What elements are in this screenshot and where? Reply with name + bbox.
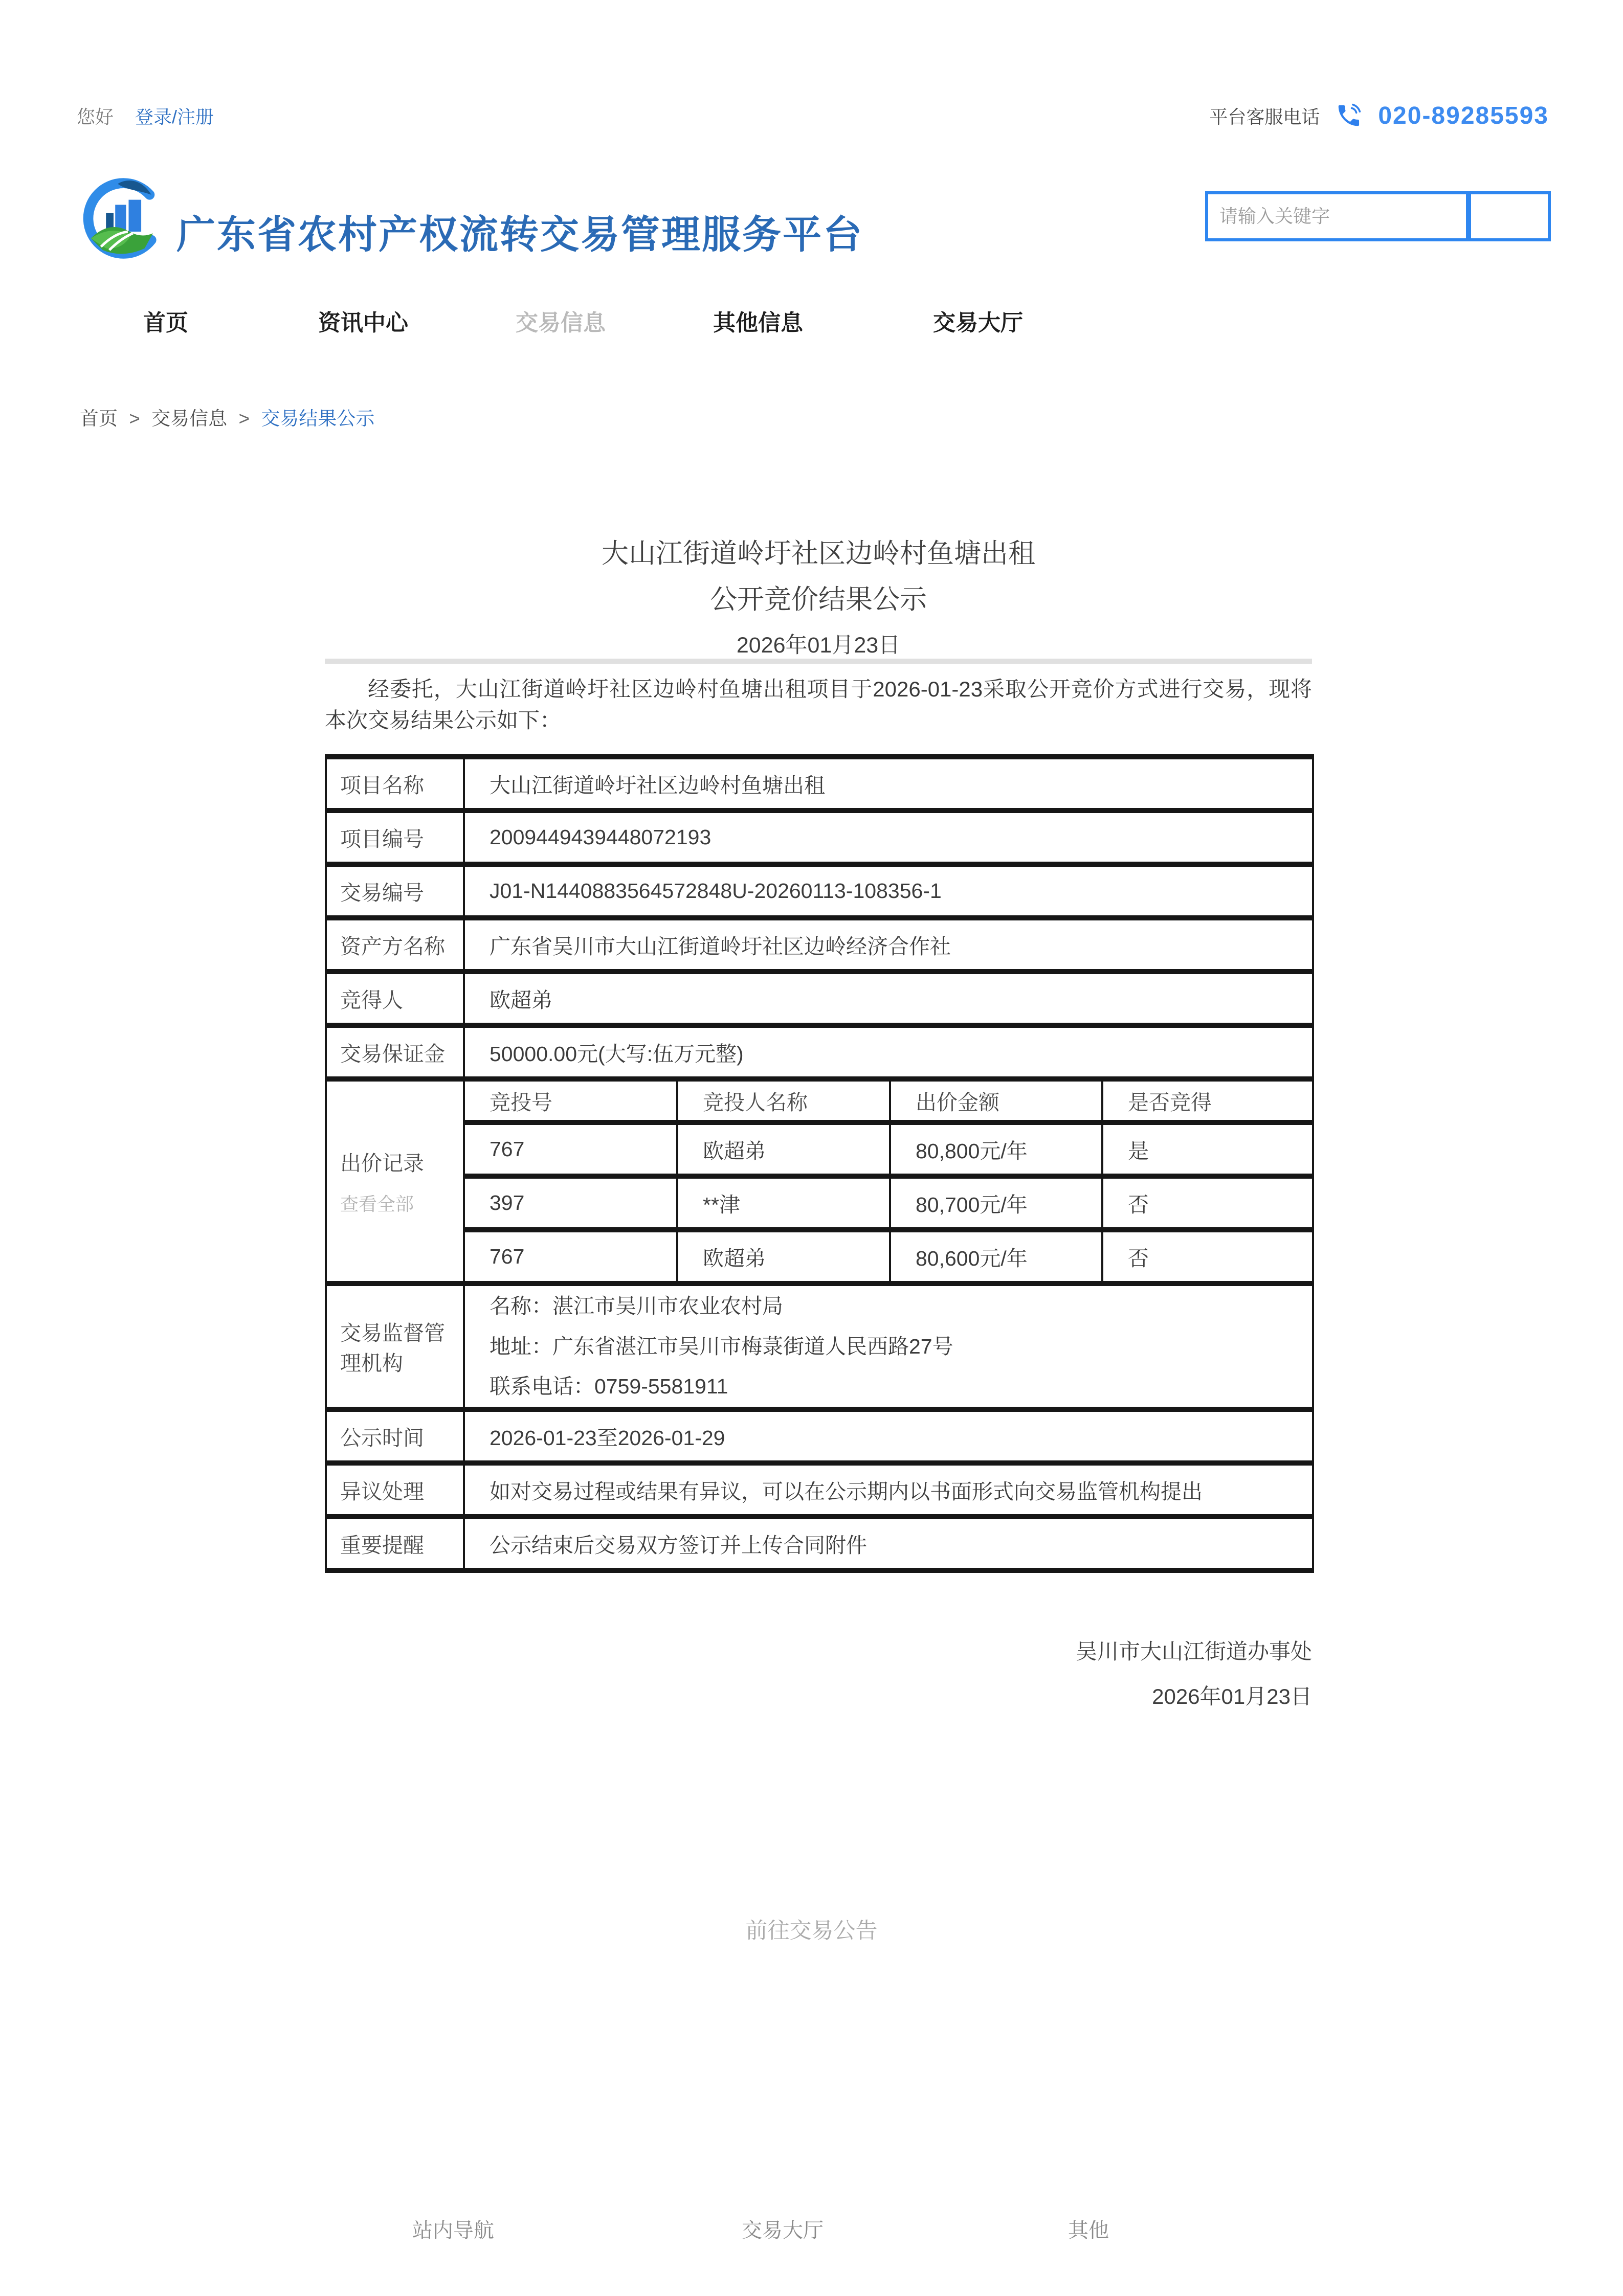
row-label: 重要提醒 (326, 1517, 464, 1570)
bid-records-label: 出价记录 (340, 1152, 424, 1175)
supervisor-info (464, 1284, 1313, 1409)
nav-item-trade-hall[interactable]: 交易大厅 (933, 310, 1023, 335)
bid-number: 397 (464, 1176, 677, 1230)
phone-icon (1335, 102, 1363, 129)
bid-number: 767 (464, 1230, 677, 1284)
bid-amount: 80,600元/年 (890, 1230, 1102, 1284)
announcement-subtitle: 公开竞价结果公示 (710, 584, 927, 615)
row-value: 2009449439448072193 (464, 811, 1313, 864)
bid-section-label (326, 1079, 464, 1284)
footer-nav (0, 2214, 1623, 2296)
row-label: 公示时间 (326, 1409, 464, 1463)
supervisor-name: 名称：湛江市吴川市农业农村局 (490, 1294, 783, 1318)
announcement-intro: 经委托，大山江街道岭圩社区边岭村鱼塘出租项目于2026-01-23采取公开竞价方式进行交易，现将本次交易结果公示如下： (325, 677, 1312, 732)
bid-col-header: 出价金额 (890, 1079, 1102, 1122)
main-nav (0, 304, 1623, 340)
nav-item-home[interactable]: 首页 (143, 310, 188, 335)
table-row (326, 972, 1313, 1025)
breadcrumb-trade-info[interactable]: 交易信息 (151, 408, 228, 429)
bid-col-header: 竞投号 (464, 1079, 677, 1122)
bid-amount: 80,800元/年 (890, 1122, 1102, 1176)
bid-won: 否 (1102, 1176, 1313, 1230)
row-value: 大山江街道岭圩社区边岭村鱼塘出租 (464, 757, 1313, 811)
bidder-name: **津 (677, 1176, 890, 1230)
signature-org: 吴川市大山江街道办事处 (1075, 1639, 1312, 1663)
row-value: 广东省吴川市大山江街道岭圩社区边岭经济合作社 (464, 918, 1313, 972)
bid-won: 否 (1102, 1230, 1313, 1284)
bid-col-header: 竞投人名称 (677, 1079, 890, 1122)
breadcrumb-current: 交易结果公示 (261, 408, 375, 429)
bidder-name: 欧超弟 (677, 1122, 890, 1176)
row-value: 欧超弟 (464, 972, 1313, 1025)
table-row (326, 1284, 1313, 1409)
bid-number: 767 (464, 1122, 677, 1176)
divider (325, 659, 1312, 664)
bid-row (326, 1176, 1313, 1230)
table-row (326, 811, 1313, 864)
bid-col-header: 是否竞得 (1102, 1079, 1313, 1122)
nav-item-other-info[interactable]: 其他信息 (713, 310, 803, 335)
supervisor-address: 地址：广东省湛江市吴川市梅菉街道人民西路27号 (490, 1334, 953, 1358)
announcement-title: 大山江街道岭圩社区边岭村鱼塘出租 (602, 538, 1035, 569)
hotline-number: 020-89285593 (1378, 102, 1549, 129)
bid-row (326, 1230, 1313, 1284)
table-row (326, 1463, 1313, 1517)
row-value: 如对交易过程或结果有异议，可以在公示期内以书面形式向交易监管机构提出 (464, 1463, 1313, 1517)
signature-block (1076, 1639, 1312, 1729)
breadcrumb-home[interactable]: 首页 (80, 408, 118, 429)
row-label: 竞得人 (326, 972, 464, 1025)
signature-date: 2026年01月23日 (1152, 1684, 1312, 1709)
footer-col-other: 其他 (1068, 2219, 1109, 2242)
row-label: 交易保证金 (326, 1025, 464, 1079)
table-row (326, 1025, 1313, 1079)
nav-item-news-center[interactable]: 资讯中心 (318, 310, 408, 335)
search-button[interactable] (1471, 194, 1548, 238)
row-label: 交易监督管理机构 (326, 1284, 464, 1409)
hotline-label: 平台客服电话 (1209, 106, 1320, 127)
site-logo-icon (81, 178, 165, 262)
row-label: 项目名称 (326, 757, 464, 811)
login-register-link[interactable]: 登录/注册 (135, 106, 214, 127)
bidder-name: 欧超弟 (677, 1230, 890, 1284)
top-bar (77, 100, 1549, 131)
bid-amount: 80,700元/年 (890, 1176, 1102, 1230)
table-row (326, 757, 1313, 811)
nav-item-trade-info[interactable]: 交易信息 (516, 310, 606, 335)
breadcrumb-separator: > (129, 408, 140, 429)
table-row (326, 864, 1313, 918)
row-value: 50000.00元(大写:伍万元整) (464, 1025, 1313, 1079)
search-box (1205, 191, 1551, 241)
footer-col-site-nav: 站内导航 (412, 2219, 494, 2242)
announcement-date: 2026年01月23日 (736, 633, 901, 658)
goto-trade-announcement-link[interactable]: 前往交易公告 (745, 1919, 878, 1943)
bid-won: 是 (1102, 1122, 1313, 1176)
table-row (326, 1409, 1313, 1463)
table-row (326, 1517, 1313, 1570)
row-value: 公示结束后交易双方签订并上传合同附件 (464, 1517, 1313, 1570)
row-label: 资产方名称 (326, 918, 464, 972)
row-label: 项目编号 (326, 811, 464, 864)
footer-col-trade-hall: 交易大厅 (742, 2219, 824, 2242)
view-all-link[interactable]: 查看全部 (340, 1194, 414, 1214)
site-title: 广东省农村产权流转交易管理服务平台 (176, 213, 863, 257)
row-value: J01-N1440883564572848U-20260113-108356-1 (464, 864, 1313, 918)
search-input[interactable] (1208, 194, 1466, 238)
bid-row (326, 1122, 1313, 1176)
breadcrumb-separator: > (238, 408, 250, 429)
row-label: 异议处理 (326, 1463, 464, 1517)
breadcrumb (80, 403, 374, 431)
bid-header-row (326, 1079, 1313, 1122)
row-label: 交易编号 (326, 864, 464, 918)
supervisor-phone: 联系电话：0759-5581911 (490, 1375, 728, 1399)
result-table (325, 754, 1314, 1573)
table-row (326, 918, 1313, 972)
greeting-text: 您好 (77, 106, 114, 127)
row-value: 2026-01-23至2026-01-29 (464, 1409, 1313, 1463)
